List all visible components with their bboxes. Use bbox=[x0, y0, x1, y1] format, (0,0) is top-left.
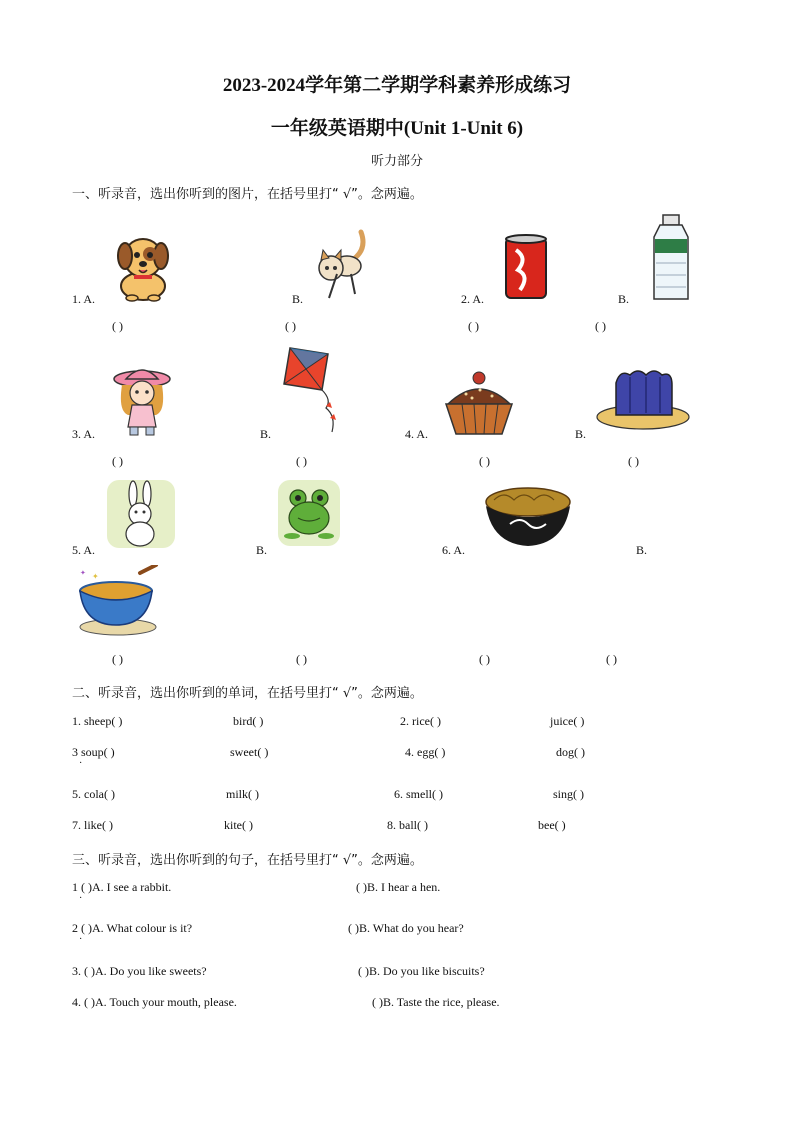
q6-option-b-label: B. bbox=[636, 543, 648, 557]
word-option[interactable]: 5. cola( ) bbox=[72, 787, 115, 801]
sentence-option[interactable]: ( )B. What do you hear? bbox=[348, 921, 464, 935]
noodles-icon bbox=[480, 484, 576, 550]
word-option[interactable]: 6. smell( ) bbox=[394, 787, 443, 801]
q5b-answer-box[interactable]: ( ) bbox=[296, 652, 307, 666]
kite-icon bbox=[282, 344, 344, 436]
stray-dot: · bbox=[79, 758, 83, 769]
word-option[interactable]: sweet( ) bbox=[230, 745, 269, 759]
q4-option-b-label: B. bbox=[575, 427, 587, 441]
sentence-option[interactable]: ( )B. I hear a hen. bbox=[356, 880, 441, 894]
page-subtitle: 一年级英语期中(Unit 1-Unit 6) bbox=[270, 118, 524, 139]
word-option[interactable]: juice( ) bbox=[550, 714, 585, 728]
word-option[interactable]: milk( ) bbox=[226, 787, 259, 801]
q2-option-b-label: B. bbox=[618, 292, 630, 306]
q2-option-a-label: 2. A. bbox=[461, 292, 485, 306]
cola-can-icon bbox=[500, 232, 552, 302]
sentence-option[interactable]: ( )B. Taste the rice, please. bbox=[372, 995, 500, 1009]
q5-option-a-label: 5. A. bbox=[72, 543, 96, 557]
part-label: 听力部分 bbox=[370, 154, 423, 169]
sentence-option[interactable]: ( )B. Do you like biscuits? bbox=[358, 964, 485, 978]
q5-option-b-label: B. bbox=[256, 543, 268, 557]
svg-text:✦: ✦ bbox=[92, 572, 99, 581]
q2a-answer-box[interactable]: ( ) bbox=[468, 319, 479, 333]
word-option[interactable]: 3 soup( ) bbox=[72, 745, 115, 759]
page-title: 2023-2024学年第二学期学科素养形成练习 bbox=[222, 75, 572, 96]
q5a-answer-box[interactable]: ( ) bbox=[112, 652, 123, 666]
q1a-answer-box[interactable]: ( ) bbox=[112, 319, 123, 333]
q6-option-a-label: 6. A. bbox=[442, 543, 466, 557]
q1-option-a-label: 1. A. bbox=[72, 292, 96, 306]
frog-icon bbox=[276, 478, 342, 548]
doll-icon bbox=[110, 365, 174, 437]
section1-heading: 一、听录音，选出你听到的图片，在括号里打“ √”。念两遍。 bbox=[72, 187, 423, 202]
q4a-answer-box[interactable]: ( ) bbox=[479, 454, 490, 468]
word-option[interactable]: kite( ) bbox=[224, 818, 253, 832]
q3b-answer-box[interactable]: ( ) bbox=[296, 454, 307, 468]
q6b-answer-box[interactable]: ( ) bbox=[606, 652, 617, 666]
word-option[interactable]: 7. like( ) bbox=[72, 818, 113, 832]
q3-option-a-label: 3. A. bbox=[72, 427, 96, 441]
water-bottle-icon bbox=[648, 213, 694, 303]
q3a-answer-box[interactable]: ( ) bbox=[112, 454, 123, 468]
word-option[interactable]: dog( ) bbox=[556, 745, 585, 759]
soup-bowl-icon bbox=[78, 565, 160, 637]
cupcake-icon bbox=[440, 368, 518, 436]
dog-icon bbox=[112, 228, 174, 302]
q3-option-b-label: B. bbox=[260, 427, 272, 441]
q6a-answer-box[interactable]: ( ) bbox=[479, 652, 490, 666]
cat-icon bbox=[311, 228, 369, 302]
q4-option-a-label: 4. A. bbox=[405, 427, 429, 441]
q1-option-b-label: B. bbox=[292, 292, 304, 306]
word-option[interactable]: 2. rice( ) bbox=[400, 714, 441, 728]
section2-heading: 二、听录音，选出你听到的单词，在括号里打“ √”。念两遍。 bbox=[72, 686, 423, 701]
q1b-answer-box[interactable]: ( ) bbox=[285, 319, 296, 333]
sentence-option[interactable]: 1 ( )A. I see a rabbit. bbox=[72, 880, 172, 894]
svg-text:✦: ✦ bbox=[80, 569, 86, 577]
q4b-answer-box[interactable]: ( ) bbox=[628, 454, 639, 468]
word-option[interactable]: bird( ) bbox=[233, 714, 264, 728]
word-option[interactable]: 8. ball( ) bbox=[387, 818, 428, 832]
jelly-icon bbox=[594, 365, 692, 431]
section3-heading: 三、听录音，选出你听到的句子，在括号里打“ √”。念两遍。 bbox=[72, 853, 423, 868]
sentence-option[interactable]: 2 ( )A. What colour is it? bbox=[72, 921, 193, 935]
sentence-option[interactable]: 4. ( )A. Touch your mouth, please. bbox=[72, 995, 237, 1009]
q2b-answer-box[interactable]: ( ) bbox=[595, 319, 606, 333]
word-option[interactable]: sing( ) bbox=[553, 787, 584, 801]
rabbit-icon bbox=[105, 478, 177, 550]
stray-dot: · bbox=[79, 893, 83, 904]
word-option[interactable]: bee( ) bbox=[538, 818, 566, 832]
sentence-option[interactable]: 3. ( )A. Do you like sweets? bbox=[72, 964, 207, 978]
stray-dot: · bbox=[79, 934, 83, 945]
word-option[interactable]: 1. sheep( ) bbox=[72, 714, 123, 728]
word-option[interactable]: 4. egg( ) bbox=[405, 745, 446, 759]
